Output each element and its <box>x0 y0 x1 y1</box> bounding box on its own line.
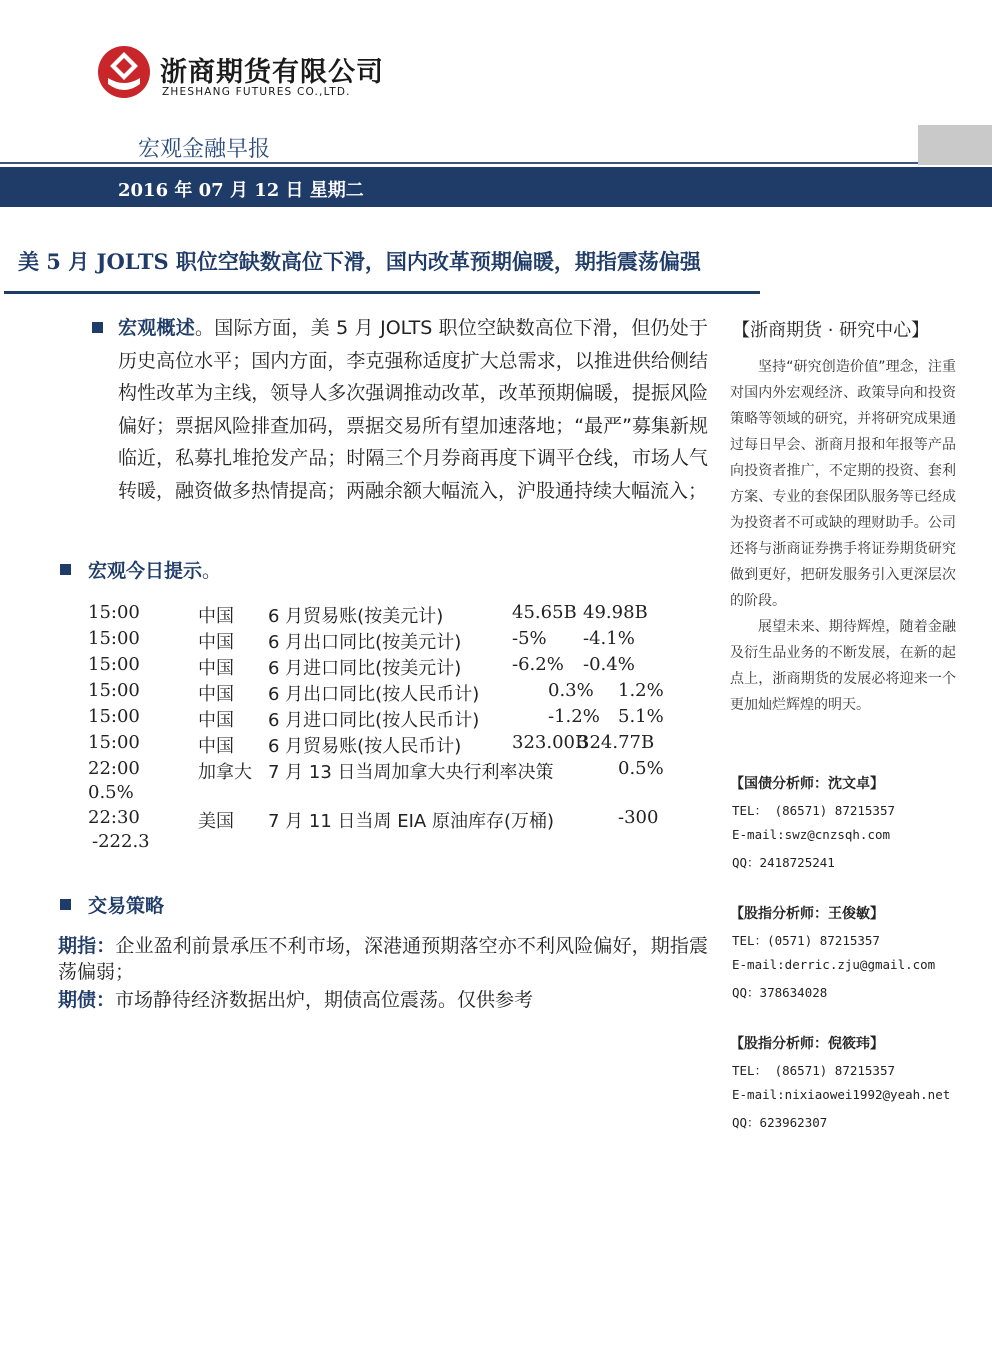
event-region: 美国 <box>198 811 234 832</box>
event-name: 7 月 13 日当周加拿大央行利率决策 <box>268 762 554 783</box>
event-name: 6 月贸易账(按人民币计) <box>268 736 462 757</box>
strategy-index <box>58 933 708 985</box>
event-value-1: 0.3% <box>548 680 594 701</box>
headline-divider <box>4 291 760 294</box>
section-today <box>88 556 221 583</box>
event-value-2: -222.3 <box>92 831 150 852</box>
company-name: 浙商期货有限公司 <box>160 57 384 88</box>
event-time: 15:00 <box>88 654 140 675</box>
analyst-qq: QQ：2418725241 <box>732 855 835 870</box>
analyst-tel: TEL： (86571) 87215357 <box>732 1063 896 1078</box>
event-region: 中国 <box>198 632 234 653</box>
macro-overview <box>118 312 708 507</box>
header-divider <box>0 162 918 164</box>
event-time: 15:00 <box>88 628 140 649</box>
event-value-2: -4.1% <box>583 628 635 649</box>
sidebar-title: 【浙商期货 · 研究中心】 <box>732 320 930 341</box>
company-name-en: ZHESHANG FUTURES CO.,LTD. <box>162 86 351 98</box>
overview-label: 宏观概述 <box>118 317 196 339</box>
event-name: 6 月出口同比(按美元计) <box>268 632 462 653</box>
bullet-icon <box>60 899 71 910</box>
event-name: 7 月 11 日当周 EIA 原油库存(万桶) <box>268 811 555 832</box>
strategy-bond-label: 期债： <box>58 989 116 1011</box>
event-region: 中国 <box>198 684 234 705</box>
headline: 美 5 月 JOLTS 职位空缺数高位下滑，国内改革预期偏暖，期指震荡偏强 <box>18 249 701 274</box>
event-region: 中国 <box>198 736 234 757</box>
event-time: 15:00 <box>88 680 140 701</box>
event-region: 中国 <box>198 606 234 627</box>
event-value-1: 45.65B <box>512 602 577 623</box>
event-time: 22:00 <box>88 758 140 779</box>
sidebar-intro: 坚持“研究创造价值”理念，注重对国内外宏观经济、政策导向和投资策略等领域的研究，并将研究成果通过每日早会、浙商月报和年报等产品向投资者推广，不定期的投资、套利方案、专业的套保团队服务等已经成为投资者不可或缺的理财助手。公司还将与浙商证券携手将证券期货研究做到更好，把研发服务引入更深层次的阶段。 <box>730 359 956 609</box>
event-name: 6 月出口同比(按人民币计) <box>268 684 480 705</box>
strategy-bond-text: 市场静待经济数据出炉，期债高位震荡。仅供参考 <box>115 989 534 1011</box>
event-value-1: -6.2% <box>512 654 564 675</box>
event-value-2: 5.1% <box>618 706 664 727</box>
strategy-index-text: 企业盈利前景承压不利市场，深港通预期落空亦不利风险偏好，期指震荡偏弱； <box>58 935 708 983</box>
analyst-email[interactable]: E-mail:derric.zju@gmail.com <box>732 957 936 972</box>
section-today-label: 宏观今日提示 <box>88 560 203 582</box>
section-today-tail: 。 <box>202 560 222 582</box>
event-value-1: -1.2% <box>548 706 600 727</box>
analyst-title: 【股指分析师：王俊敏】 <box>730 906 884 922</box>
event-name: 6 月进口同比(按美元计) <box>268 658 462 679</box>
event-value-1: -300 <box>618 807 659 828</box>
event-value-1: 323.00B <box>512 732 589 753</box>
analyst-title: 【股指分析师：倪筱玮】 <box>730 1036 884 1052</box>
event-region: 中国 <box>198 710 234 731</box>
event-region: 中国 <box>198 658 234 679</box>
bullet-icon <box>92 322 103 333</box>
analyst-qq: QQ：623962307 <box>732 1115 828 1130</box>
report-date: 2016 年 07 月 12 日 星期二 <box>118 180 364 201</box>
analyst-email[interactable]: E-mail:swz@cnzsqh.com <box>732 827 891 842</box>
sidebar-outlook: 展望未来、期待辉煌，随着金融及衍生品业务的不断发展，在新的起点上，浙商期货的发展必将迎来一个更加灿烂辉煌的明天。 <box>730 619 956 713</box>
event-region: 加拿大 <box>198 762 252 783</box>
event-value-1: 0.5% <box>618 758 664 779</box>
event-time: 22:30 <box>88 807 140 828</box>
report-name: 宏观金融早报 <box>138 137 271 162</box>
zheshang-logo-icon <box>96 44 152 100</box>
analyst-tel: TEL： (86571) 87215357 <box>732 803 896 818</box>
event-value-2: 1.2% <box>618 680 664 701</box>
analyst-qq: QQ：378634028 <box>732 985 828 1000</box>
event-value-2: 324.77B <box>578 732 655 753</box>
overview-text: 。国际方面，美 5 月 JOLTS 职位空缺数高位下滑，但仍处于历史高位水平；国内方面，李克强称适度扩大总需求，以推进供给侧结构性改革为主线，领导人多次强调推动改革，改革预期偏暖，提振风险偏好；票据风险排查加码，票据交易所有望加速落地；“最严”募集新规临近，私募扎堆抢发产品；时隔三个月券商再度下调平仓线，市场人气转暖，融资做多热情提高；两融余额大幅流入，沪股通持续大幅流入； <box>118 317 708 502</box>
bullet-icon <box>60 564 71 575</box>
event-name: 6 月贸易账(按美元计) <box>268 606 444 627</box>
event-value-1: -5% <box>512 628 547 649</box>
event-time: 15:00 <box>88 602 140 623</box>
analyst-title: 【国债分析师：沈文卓】 <box>730 776 884 792</box>
event-value-2: 0.5% <box>88 782 134 803</box>
header-decoration <box>918 125 992 165</box>
analyst-tel: TEL：(0571) 87215357 <box>732 933 880 948</box>
strategy-index-label: 期指： <box>58 935 116 957</box>
analyst-email[interactable]: E-mail:nixiaowei1992@yeah.net <box>732 1087 951 1102</box>
event-value-2: -0.4% <box>583 654 635 675</box>
section-strategy: 交易策略 <box>88 895 165 917</box>
strategy-bond <box>58 987 708 1013</box>
event-time: 15:00 <box>88 732 140 753</box>
event-name: 6 月进口同比(按人民币计) <box>268 710 480 731</box>
event-time: 15:00 <box>88 706 140 727</box>
event-value-2: 49.98B <box>583 602 648 623</box>
